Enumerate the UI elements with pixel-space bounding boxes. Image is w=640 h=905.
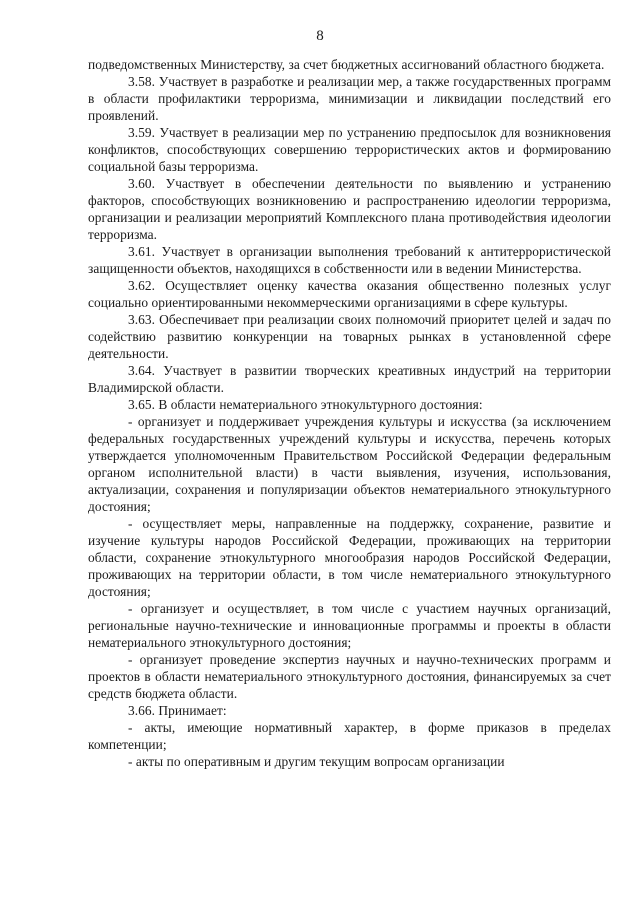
paragraph-3-59: 3.59. Участвует в реализации мер по устранению предпосылок для возникновения конфликтов, способствующих совершению террористических актов и формированию социальной базы терроризма. <box>88 125 611 174</box>
list-item-3-65-1: - организует и поддерживает учреждения культуры и искусства (за исключением федеральных государственных учреждений культуры и искусства, перечень которых утверждается уполномоченным Правительством Российской Федерации федеральным органом исполнительной власти) в части выявления, изучения, использования, актуализации, сохранения и популяризации объектов нематериального этнокультурного достояния; <box>88 414 611 514</box>
paragraph-3-64: 3.64. Участвует в развитии творческих креативных индустрий на территории Владимирской области. <box>88 363 611 395</box>
paragraph-3-66: 3.66. Принимает: <box>128 703 227 718</box>
list-item-3-65-3: - организует и осуществляет, в том числе с участием научных организаций, региональные научно-технические и инновационные программы и проекты в области нематериального этнокультурного достояния; <box>88 601 611 650</box>
paragraph-3-62: 3.62. Осуществляет оценку качества оказания общественно полезных услуг социально ориентированными некоммерческими организациями в сфере культуры. <box>88 278 611 310</box>
paragraph-3-63: 3.63. Обеспечивает при реализации своих полномочий приоритет целей и задач по содействию развитию конкуренции на товарных рынках в установленной сфере деятельности. <box>88 312 611 361</box>
page-number: 8 <box>316 28 324 44</box>
list-item-3-66-2: - акты по оперативным и другим текущим вопросам организации <box>128 754 505 769</box>
paragraph-3-60: 3.60. Участвует в обеспечении деятельности по выявлению и устранению факторов, способствующих возникновению и распространению идеологии терроризма, организации и реализации мероприятий Комплексного плана противодействия идеологии терроризма. <box>88 176 611 242</box>
list-item-3-65-4: - организует проведение экспертиз научных и научно-технических программ и проектов в области нематериального этнокультурного достояния, финансируемых за счет средств бюджета области. <box>88 652 611 701</box>
list-item-3-65-2: - осуществляет меры, направленные на поддержку, сохранение, развитие и изучение культуры народов Российской Федерации, проживающих на территории области, сохранение этнокультурного многообразия народов Российской Федерации, проживающих на территории области, в том числе нематериального этнокультурного достояния; <box>88 516 611 599</box>
list-item-3-66-1: - акты, имеющие нормативный характер, в форме приказов в пределах компетенции; <box>88 720 611 752</box>
paragraph-continuation: подведомственных Министерству, за счет бюджетных ассигнований областного бюджета. <box>88 57 605 72</box>
paragraph-3-58: 3.58. Участвует в разработке и реализации мер, а также государственных программ в области профилактики терроризма, минимизации и ликвидации последствий его проявлений. <box>88 74 611 123</box>
paragraph-3-65: 3.65. В области нематериального этнокультурного достояния: <box>128 397 483 412</box>
document-body <box>88 56 611 770</box>
paragraph-3-61: 3.61. Участвует в организации выполнения требований к антитеррористической защищенности объектов, находящихся в собственности или в ведении Министерства. <box>88 244 611 276</box>
